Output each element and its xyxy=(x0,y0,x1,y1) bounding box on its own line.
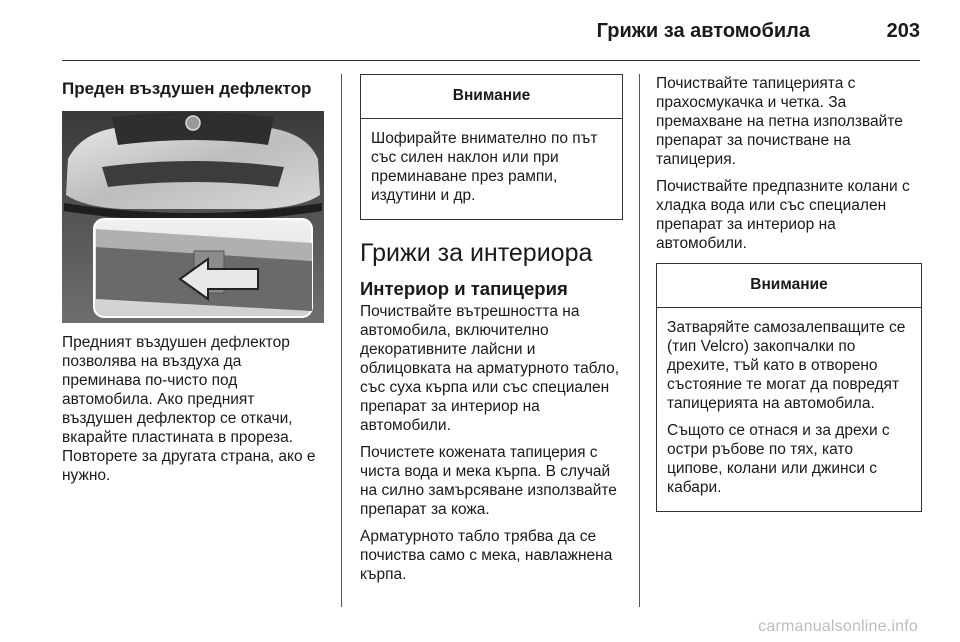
column-divider-2 xyxy=(639,74,640,607)
car-emblem xyxy=(186,116,200,130)
dashboard-paragraph: Арматурното табло трябва да се почиства само с мека, навлажнена кърпа. xyxy=(360,528,613,583)
interior-paragraph: Почиствайте вътрешността на автомобила, включително декоративните лайсни и облицовката на арматурното табло, със суха кърпа или със специален препарат за интериор на автомобили. xyxy=(360,303,620,434)
notice-text: Същото се отнася и за дрехи с остри ръбове по тях, като ципове, колани или джинси с кабари. xyxy=(667,422,890,496)
upholstery-paragraph: Почиствайте тапицерията с прахосмукачка и четка. За премахване на петна използвайте препарат за почистване на тапицерия. xyxy=(656,75,903,168)
notice-title: Внимание xyxy=(657,264,921,308)
middle-column xyxy=(360,74,623,592)
notice-title: Внимание xyxy=(361,75,622,119)
warning-notice xyxy=(656,263,922,512)
notice-text: Затваряйте самозалепващите се (тип Velcro) закопчалки по дрехите, тъй като в отворено състояние те могат да повредят тапицерията на автомобила. xyxy=(667,319,906,412)
deflector-figure xyxy=(62,111,324,323)
notice-body xyxy=(657,308,921,511)
notice-body xyxy=(361,119,622,219)
header-rule xyxy=(62,60,920,61)
right-column xyxy=(656,74,922,530)
leather-paragraph: Почистете кожената тапицерия с чиста вода и мека кърпа. В случай на силно замърсяване използвайте препарат за кожа. xyxy=(360,444,617,518)
notice-text: Шофирайте внимателно по път със силен наклон или при преминаване през рампи, издутини и др. xyxy=(371,130,598,204)
left-column xyxy=(62,74,324,493)
column-divider-1 xyxy=(341,74,342,607)
car-front-illustration xyxy=(62,111,324,323)
page-number: 203 xyxy=(886,20,920,42)
major-heading: Грижи за интериора xyxy=(360,239,593,267)
deflector-paragraph: Предният въздушен дефлектор позволява на въздуха да преминава по-чисто под автомобила. Ако предният въздушен дефлектор се откачи, вкарайте пластината в прореза. Повторете за другата страна, ако е нужно. xyxy=(62,334,316,484)
watermark: carmanualsonline.info xyxy=(758,618,918,635)
warning-notice xyxy=(360,74,623,220)
page-header-title: Грижи за автомобила xyxy=(596,20,810,42)
sub-heading: Интериор и тапицерия xyxy=(360,278,568,299)
seatbelt-paragraph: Почиствайте предпазните колани с хладка вода или със специален препарат за интериор на автомобили. xyxy=(656,178,910,252)
section-heading: Преден въздушен дефлектор xyxy=(62,79,312,98)
